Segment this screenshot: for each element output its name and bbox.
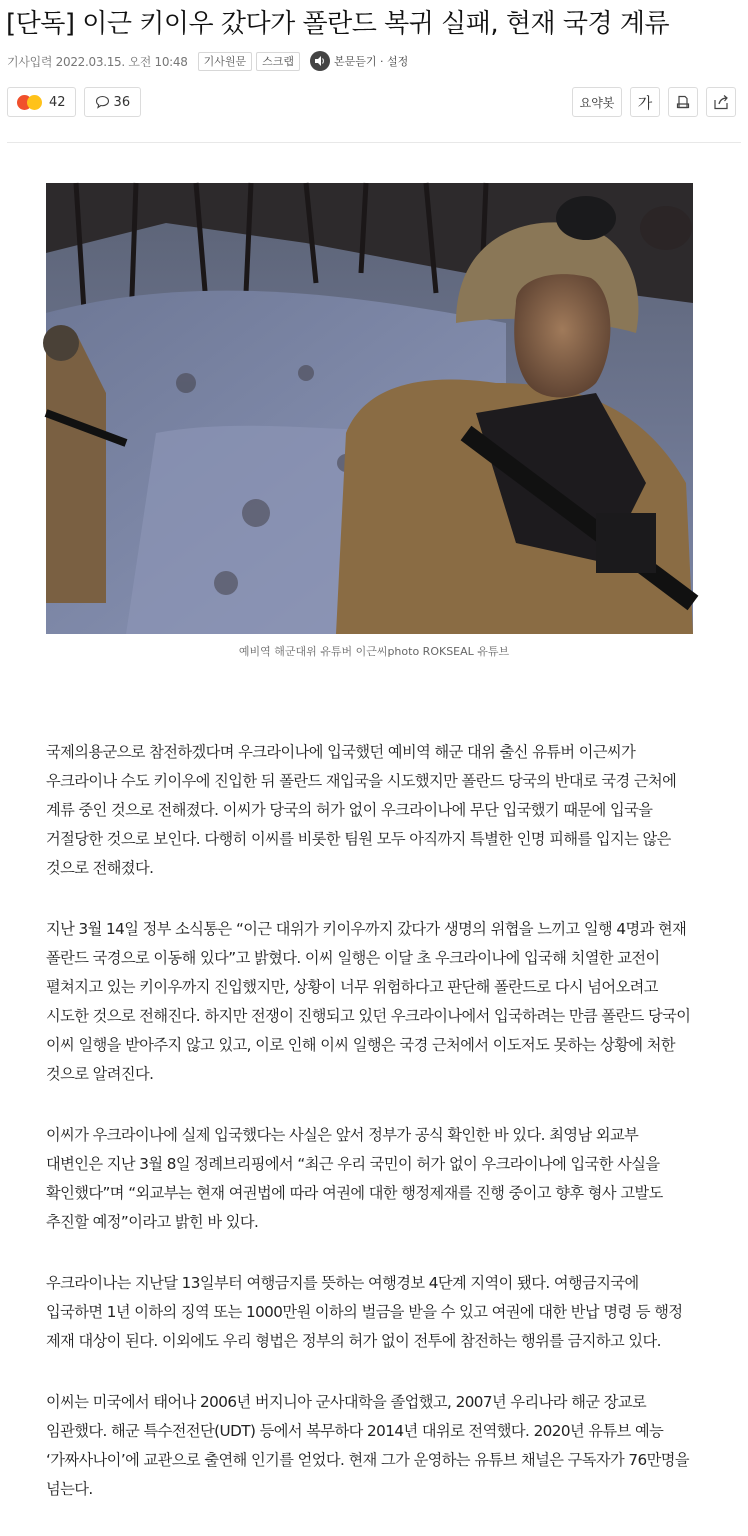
article-photo [46, 183, 693, 634]
print-button[interactable] [668, 87, 698, 117]
share-button[interactable] [706, 87, 736, 117]
article-body [46, 738, 696, 1536]
comment-count: 36 [113, 94, 131, 110]
paragraph: 우크라이나는 지난달 13일부터 여행금지를 뜻하는 여행경보 4단계 지역이 됐다. 여행금지국에 입국하면 1년 이하의 징역 또는 1000만원 이하의 벌금을 받을 수 있고 여권에 대한 반납 명령 등 행정 제재 대상이 된다. 이외에도 우리 형법은 정부의 허가 없이 전투에 참전하는 행위를 금지하고 있다. [46, 1274, 683, 1350]
smile-emoji-icon [27, 95, 42, 110]
article-tools [564, 87, 736, 117]
paragraph: 이씨는 미국에서 태어나 2006년 버지니아 군사대학을 졸업했고, 2007년 우리나라 해군 장교로 임관했다. 해군 특수전전단(UDT) 등에서 복무하다 2014년 대위로 전역했다. 2020년 유튜브 예능 ‘가짜사나이’에 교관으로 출연해 인기를 얻었다. 현재 그가 운영하는 유튜브 채널은 구독자가 76만명을 넘는다. [46, 1393, 689, 1498]
summary-button[interactable]: 요약봇 [572, 87, 622, 117]
print-icon [675, 94, 691, 110]
emotion-button[interactable] [7, 87, 76, 117]
photo-caption: 예비역 해군대위 유튜버 이근씨photo ROKSEAL 유튜브 [238, 645, 510, 658]
paragraph: 국제의용군으로 참전하겠다며 우크라이나에 입국했던 예비역 해군 대위 출신 유튜버 이근씨가 우크라이나 수도 키이우에 진입한 뒤 폴란드 재입국을 시도했지만 폴란드 당국의 반대로 국경 근처에 계류 중인 것으로 전해졌다. 이씨가 당국의 허가 없이 우크라이나에 무단 입국했기 때문에 입국을 거절당한 것으로 보인다. 다행히 이씨를 비롯한 팀원 모두 아직까지 특별한 인명 피해를 입지는 않은 것으로 전해졌다. [46, 743, 677, 877]
comment-icon [95, 95, 110, 109]
reaction-bar [7, 87, 149, 117]
paragraph: 이씨가 우크라이나에 실제 입국했다는 사실은 앞서 정부가 공식 확인한 바 있다. 최영남 외교부 대변인은 지난 3월 8일 정례브리핑에서 “최근 우리 국민이 허가 없이 우크라이나에 입국한 사실을 확인했다”며 “외교부는 현재 여권법에 따라 여권에 대한 행정제재를 진행 중이고 향후 형사 고발도 추진할 예정”이라고 밝힌 바 있다. [46, 1126, 663, 1231]
header-divider [7, 142, 741, 143]
publish-date: 기사입력 2022.03.15. 오전 10:48 [7, 54, 188, 69]
share-icon [712, 93, 730, 111]
listen-button[interactable] [310, 51, 408, 71]
speaker-icon [310, 51, 330, 71]
font-size-button[interactable]: 가 [630, 87, 660, 117]
emotion-count: 42 [49, 94, 66, 110]
original-article-button[interactable]: 기사원문 [198, 52, 253, 71]
article-meta [7, 51, 408, 71]
scrap-button[interactable]: 스크랩 [256, 52, 300, 71]
paragraph: 지난 3월 14일 정부 소식통은 “이근 대위가 키이우까지 갔다가 생명의 위협을 느끼고 일행 4명과 현재 폴란드 국경으로 이동해 있다”고 밝혔다. 이씨 일행은 이달 초 우크라이나에 입국해 치열한 교전이 펼쳐지고 있는 키이우까지 진입했지만, 상황이 너무 위험하다고 판단해 폴란드로 다시 넘어오려고 시도한 것으로 전해진다. 하지만 전쟁이 진행되고 있던 우크라이나에서 입국하려는 만큼 폴란드 당국이 이씨 일행을 받아주지 않고 있고, 이로 인해 이씨 일행은 국경 근처에서 이도저도 못하는 상황에 처한 것으로 알려진다. [46, 920, 691, 1083]
listen-label: 본문듣기 · 설정 [334, 55, 409, 68]
article-title: [단독] 이근 키이우 갔다가 폴란드 복귀 실패, 현재 국경 계류 [6, 9, 670, 39]
comment-button[interactable] [84, 87, 142, 117]
